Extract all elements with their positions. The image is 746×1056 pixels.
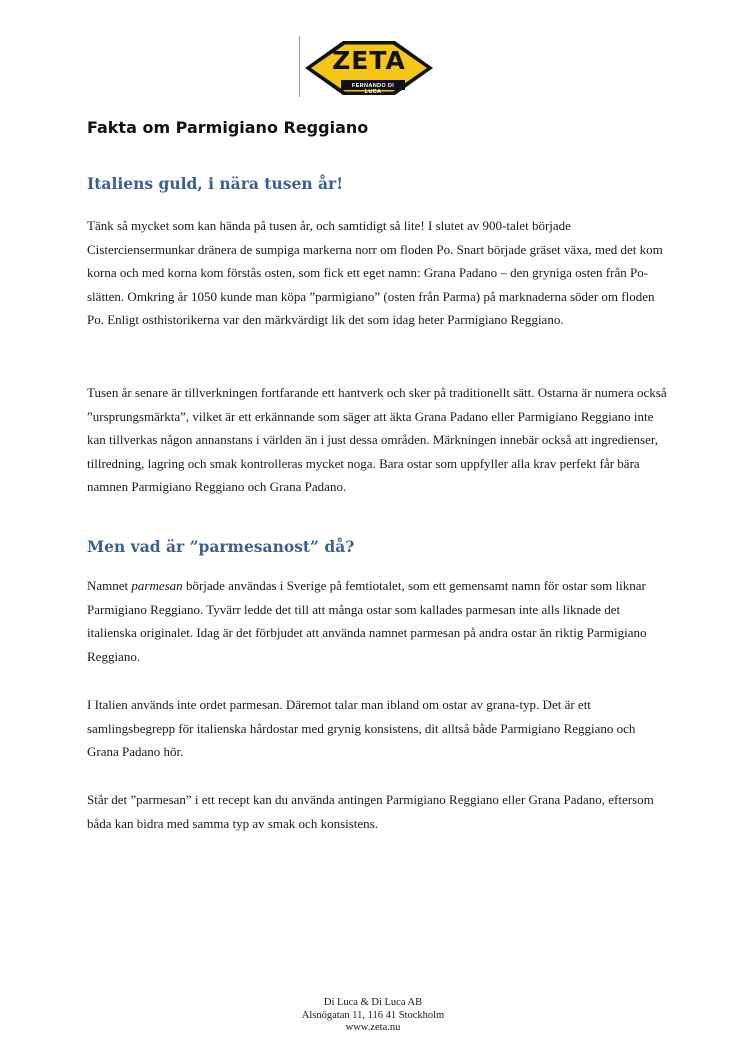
page-title: Fakta om Parmigiano Reggiano — [87, 118, 369, 137]
paragraph — [87, 693, 667, 764]
paragraph-text: I Italien används inte ordet parmesan. Däremot talar man ibland om ostar av grana-typ. Det är ett samlingsbegrepp för italienska hårdostar med grynig konsistens, dit alltså både Parmigiano Reggiano och Grana Padano hör. — [87, 697, 636, 760]
paragraph — [87, 574, 667, 668]
footer-website[interactable]: www.zeta.nu — [345, 1022, 401, 1033]
paragraph — [87, 381, 667, 499]
footer-company: Di Luca & Di Luca AB — [323, 997, 423, 1008]
paragraph-emphasis: parmesan — [131, 578, 183, 593]
paragraph-text: började användas i Sverige på femtiotalet, som ett gemensamt namn för ostar som liknar Parmigiano Reggiano. Tyvärr ledde det till att många ostar som kallades parmesan inte alls liknade det italienska originalet. Idag är det förbjudet att använda namnet parmesan på andra ostar än riktig Parmigiano Reggiano. — [87, 578, 647, 664]
page-footer — [0, 997, 746, 1035]
paragraph — [87, 788, 667, 835]
section-heading: Men vad är ”parmesanost” då? — [87, 537, 355, 556]
logo-wordmark: ZETA — [332, 46, 406, 75]
section-heading: Italiens guld, i nära tusen år! — [87, 174, 344, 193]
paragraph-text: Tänk så mycket som kan hända på tusen år, och samtidigt så lite! I slutet av 900-talet började Cisterciensermunkar dränera de sumpiga markerna norr om floden Po. Snart började gräset växa, med det kom korna och med korna kom förstås osten, som fick ett eget namn: Grana Padano – den gryniga osten från Po-slätten. Omkring år 1050 kunde man köpa ”parmigiano” (osten från Parma) på marknaderna söder om floden Po. Enligt osthistorikerna var den märkvärdigt lik det som idag heter Parmigiano Reggiano. — [87, 218, 663, 328]
logo-subtitle: FERNANDO DI LUCA — [351, 83, 395, 95]
paragraph-text: Namnet — [87, 578, 132, 593]
logo-divider — [299, 36, 300, 97]
paragraph-text: Tusen år senare är tillverkningen fortfarande ett hantverk och sker på traditionellt sätt. Ostarna är numera också ”ursprungsmärkta”, vilket är ett erkännande som säger att äkta Grana Padano eller Parmigiano Reggiano inte kan tillverkas någon annanstans i världen än i just dessa områden. Märkningen innebär också att ingredienser, tillredning, lagring och smak kontrolleras mycket noga. Bara ostar som uppfyller alla krav perfekt får bära namnen Parmigiano Reggiano och Grana Padano. — [87, 385, 667, 495]
zeta-logo — [303, 38, 435, 98]
paragraph-text: Står det ”parmesan” i ett recept kan du använda antingen Parmigiano Reggiano eller Grana Padano, eftersom båda kan bidra med samma typ av smak och konsistens. — [87, 792, 654, 831]
footer-address: Alsnögatan 11, 116 41 Stockholm — [301, 1009, 445, 1021]
paragraph — [87, 214, 667, 332]
